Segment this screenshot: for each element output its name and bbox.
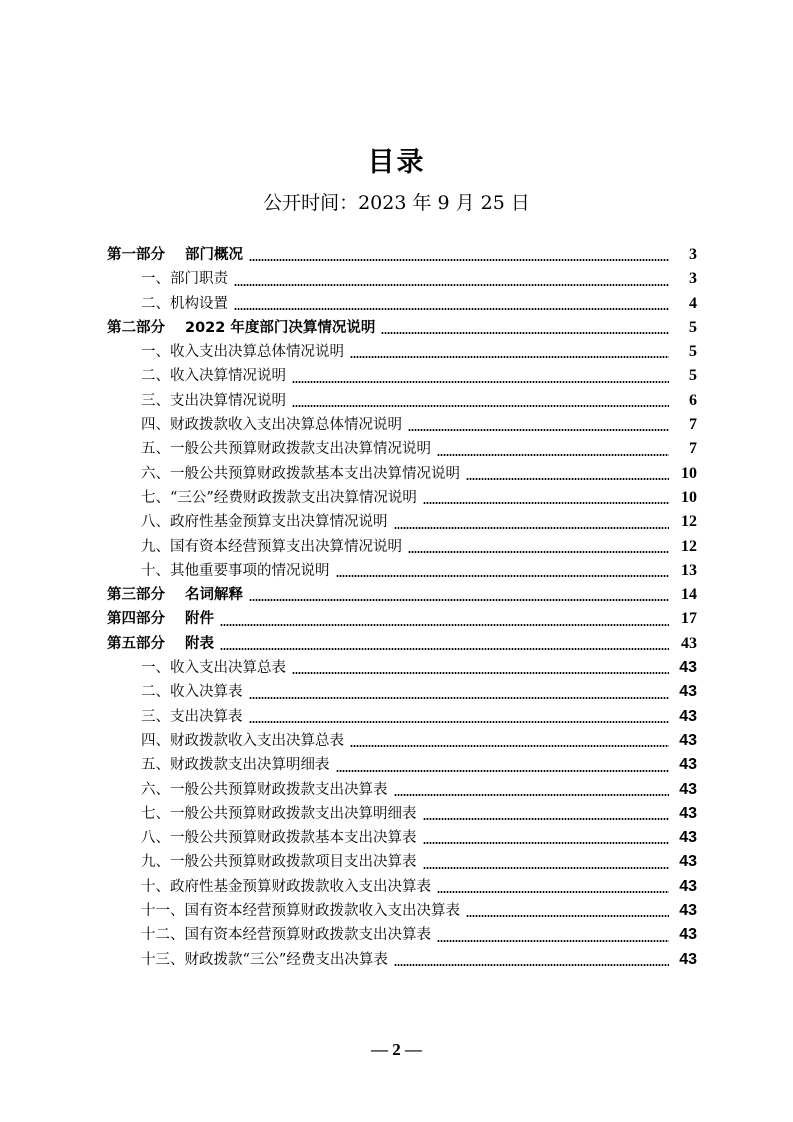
toc-page-number: 7 — [689, 416, 697, 434]
toc-page-number: 12 — [681, 537, 697, 555]
toc-page-number: 7 — [689, 440, 697, 458]
toc-page-number: 43 — [679, 707, 697, 725]
dot-leader — [350, 340, 669, 364]
toc-page-number: 43 — [679, 902, 697, 920]
toc-page-number: 43 — [679, 780, 697, 798]
toc-section-entry[interactable] — [107, 462, 697, 486]
toc-entry-label: 八、一般公共预算财政拨款基本支出决算表 — [141, 830, 417, 847]
toc-page-number: 5 — [689, 367, 697, 385]
dot-leader — [249, 243, 669, 267]
toc-entry-label: 六、一般公共预算财政拨款基本支出决算情况说明 — [141, 465, 460, 482]
toc-part-entry[interactable] — [107, 583, 697, 607]
toc-entry-label: 四、财政拨款收入支出决算总体情况说明 — [141, 417, 402, 434]
dot-leader — [408, 413, 669, 437]
toc-part-entry[interactable] — [107, 243, 697, 267]
dot-leader — [381, 316, 669, 340]
toc-entry-label: 六、一般公共预算财政拨款支出决算表 — [141, 781, 388, 798]
toc-entry-label: 三、支出决算情况说明 — [141, 392, 286, 409]
toc-entry-label: 十、政府性基金预算财政拨款收入支出决算表 — [141, 878, 431, 895]
toc-page-number: 4 — [689, 294, 697, 312]
dot-leader — [249, 680, 670, 704]
dot-leader — [423, 802, 670, 826]
toc-part-title: 2022 年度部门决算情况说明 — [185, 319, 376, 336]
dot-leader — [437, 923, 669, 947]
toc-section-entry[interactable] — [107, 850, 697, 874]
dot-leader — [466, 462, 669, 486]
toc-entry-label: 十、其他重要事项的情况说明 — [141, 562, 330, 579]
dot-leader — [249, 583, 669, 607]
toc-entry-label: 九、国有资本经营预算支出决算情况说明 — [141, 538, 402, 555]
dot-leader — [394, 948, 669, 972]
toc-page-number: 3 — [689, 246, 697, 263]
toc-section-entry[interactable] — [107, 802, 697, 826]
toc-page-number: 43 — [679, 853, 697, 871]
toc-entry-label: 四、财政拨款收入支出决算总表 — [141, 732, 344, 749]
dot-leader — [437, 875, 669, 899]
toc-entry-label: 一、收入支出决算总表 — [141, 660, 286, 677]
toc-section-entry[interactable] — [107, 437, 697, 461]
dot-leader — [234, 267, 669, 291]
toc-page-number: 43 — [679, 926, 697, 944]
dot-leader — [336, 559, 670, 583]
toc-entry-label: 三、支出决算表 — [141, 708, 243, 725]
dot-leader — [292, 389, 669, 413]
toc-entry-label: 七、一般公共预算财政拨款支出决算明细表 — [141, 805, 417, 822]
toc-page-number: 43 — [679, 877, 697, 895]
toc-section-entry[interactable] — [107, 948, 697, 972]
dot-leader — [220, 632, 669, 656]
toc-section-entry[interactable] — [107, 875, 697, 899]
toc-entry-label — [107, 316, 375, 340]
toc-section-entry[interactable] — [107, 826, 697, 850]
toc-page-number: 10 — [681, 488, 697, 506]
toc-page-number: 3 — [689, 270, 697, 288]
toc-section-entry[interactable] — [107, 923, 697, 947]
table-of-contents — [107, 243, 697, 972]
toc-section-entry[interactable] — [107, 656, 697, 680]
dot-leader — [234, 292, 669, 316]
toc-section-entry[interactable] — [107, 486, 697, 510]
toc-entry-label: 七、“三公”经费财政拨款支出决算情况说明 — [141, 489, 417, 506]
dot-leader — [423, 826, 670, 850]
toc-page-number: 17 — [681, 610, 697, 628]
toc-page-number: 43 — [679, 659, 697, 677]
dot-leader — [249, 705, 670, 729]
toc-part-prefix: 第二部分 — [107, 319, 165, 336]
toc-entry-label: 十三、财政拨款“三公”经费支出决算表 — [141, 951, 388, 968]
toc-section-entry[interactable] — [107, 364, 697, 388]
toc-entry-label — [107, 243, 243, 267]
toc-part-prefix: 第五部分 — [107, 635, 165, 652]
toc-entry-label — [107, 583, 243, 607]
dot-leader — [423, 486, 669, 510]
dot-leader — [220, 607, 669, 631]
dot-leader — [394, 510, 670, 534]
toc-page-number: 14 — [681, 586, 697, 604]
toc-part-title: 附表 — [185, 635, 214, 652]
toc-section-entry[interactable] — [107, 899, 697, 923]
toc-section-entry[interactable] — [107, 753, 697, 777]
dot-leader — [336, 753, 670, 777]
toc-section-entry[interactable] — [107, 340, 697, 364]
toc-entry-label: 十二、国有资本经营预算财政拨款支出决算表 — [141, 927, 431, 944]
dot-leader — [408, 535, 669, 559]
dot-leader — [423, 850, 670, 874]
toc-page-number: 43 — [679, 950, 697, 968]
toc-page-number: 43 — [679, 731, 697, 749]
toc-section-entry[interactable] — [107, 413, 697, 437]
toc-entry-label: 一、部门职责 — [141, 271, 228, 288]
toc-part-entry[interactable] — [107, 632, 697, 656]
toc-page-number: 43 — [679, 756, 697, 774]
toc-page-number: 43 — [681, 634, 697, 652]
toc-entry-label: 二、收入决算情况说明 — [141, 368, 286, 385]
dot-leader — [292, 656, 669, 680]
toc-entry-label: 十一、国有资本经营预算财政拨款收入支出决算表 — [141, 903, 460, 920]
toc-page-number: 13 — [681, 561, 697, 579]
toc-entry-label: 八、政府性基金预算支出决算情况说明 — [141, 514, 388, 531]
toc-part-title: 部门概况 — [185, 247, 243, 263]
toc-section-entry[interactable] — [107, 729, 697, 753]
page-number: — 2 — — [371, 1040, 422, 1059]
toc-section-entry[interactable] — [107, 389, 697, 413]
dot-leader — [350, 729, 669, 753]
toc-entry-label: 九、一般公共预算财政拨款项目支出决算表 — [141, 854, 417, 871]
dot-leader — [394, 778, 670, 802]
toc-page-number: 5 — [689, 343, 697, 361]
dot-leader — [292, 364, 669, 388]
toc-entry-label — [107, 607, 214, 631]
toc-section-entry[interactable] — [107, 292, 697, 316]
toc-entry-label — [107, 632, 214, 656]
toc-page-number: 12 — [681, 513, 697, 531]
toc-section-entry[interactable] — [107, 705, 697, 729]
toc-page-number: 6 — [689, 391, 697, 409]
page-title: 目录 — [367, 147, 426, 178]
toc-entry-label: 二、机构设置 — [141, 295, 228, 312]
toc-section-entry[interactable] — [107, 559, 697, 583]
toc-page-number: 43 — [679, 683, 697, 701]
toc-section-entry[interactable] — [107, 510, 697, 534]
toc-part-entry[interactable] — [107, 316, 697, 340]
toc-page-number: 43 — [679, 804, 697, 822]
toc-page-number: 5 — [689, 318, 697, 336]
publish-date: 公开时间：2023 年 9 月 25 日 — [263, 192, 530, 214]
toc-part-entry[interactable] — [107, 607, 697, 631]
toc-part-title: 名词解释 — [185, 587, 243, 604]
toc-section-entry[interactable] — [107, 267, 697, 291]
toc-part-prefix: 第一部分 — [107, 247, 165, 263]
toc-entry-label: 一、收入支出决算总体情况说明 — [141, 344, 344, 361]
toc-part-prefix: 第三部分 — [107, 587, 165, 604]
dot-leader — [437, 437, 669, 461]
dot-leader — [466, 899, 669, 923]
toc-part-title: 附件 — [185, 611, 214, 628]
toc-entry-label: 五、一般公共预算财政拨款支出决算情况说明 — [141, 441, 431, 458]
toc-entry-label: 二、收入决算表 — [141, 684, 243, 701]
toc-part-prefix: 第四部分 — [107, 611, 165, 628]
toc-section-entry[interactable] — [107, 680, 697, 704]
toc-page-number: 43 — [679, 829, 697, 847]
toc-entry-label: 五、财政拨款支出决算明细表 — [141, 757, 330, 774]
toc-page-number: 10 — [681, 464, 697, 482]
toc-section-entry[interactable] — [107, 535, 697, 559]
toc-section-entry[interactable] — [107, 778, 697, 802]
